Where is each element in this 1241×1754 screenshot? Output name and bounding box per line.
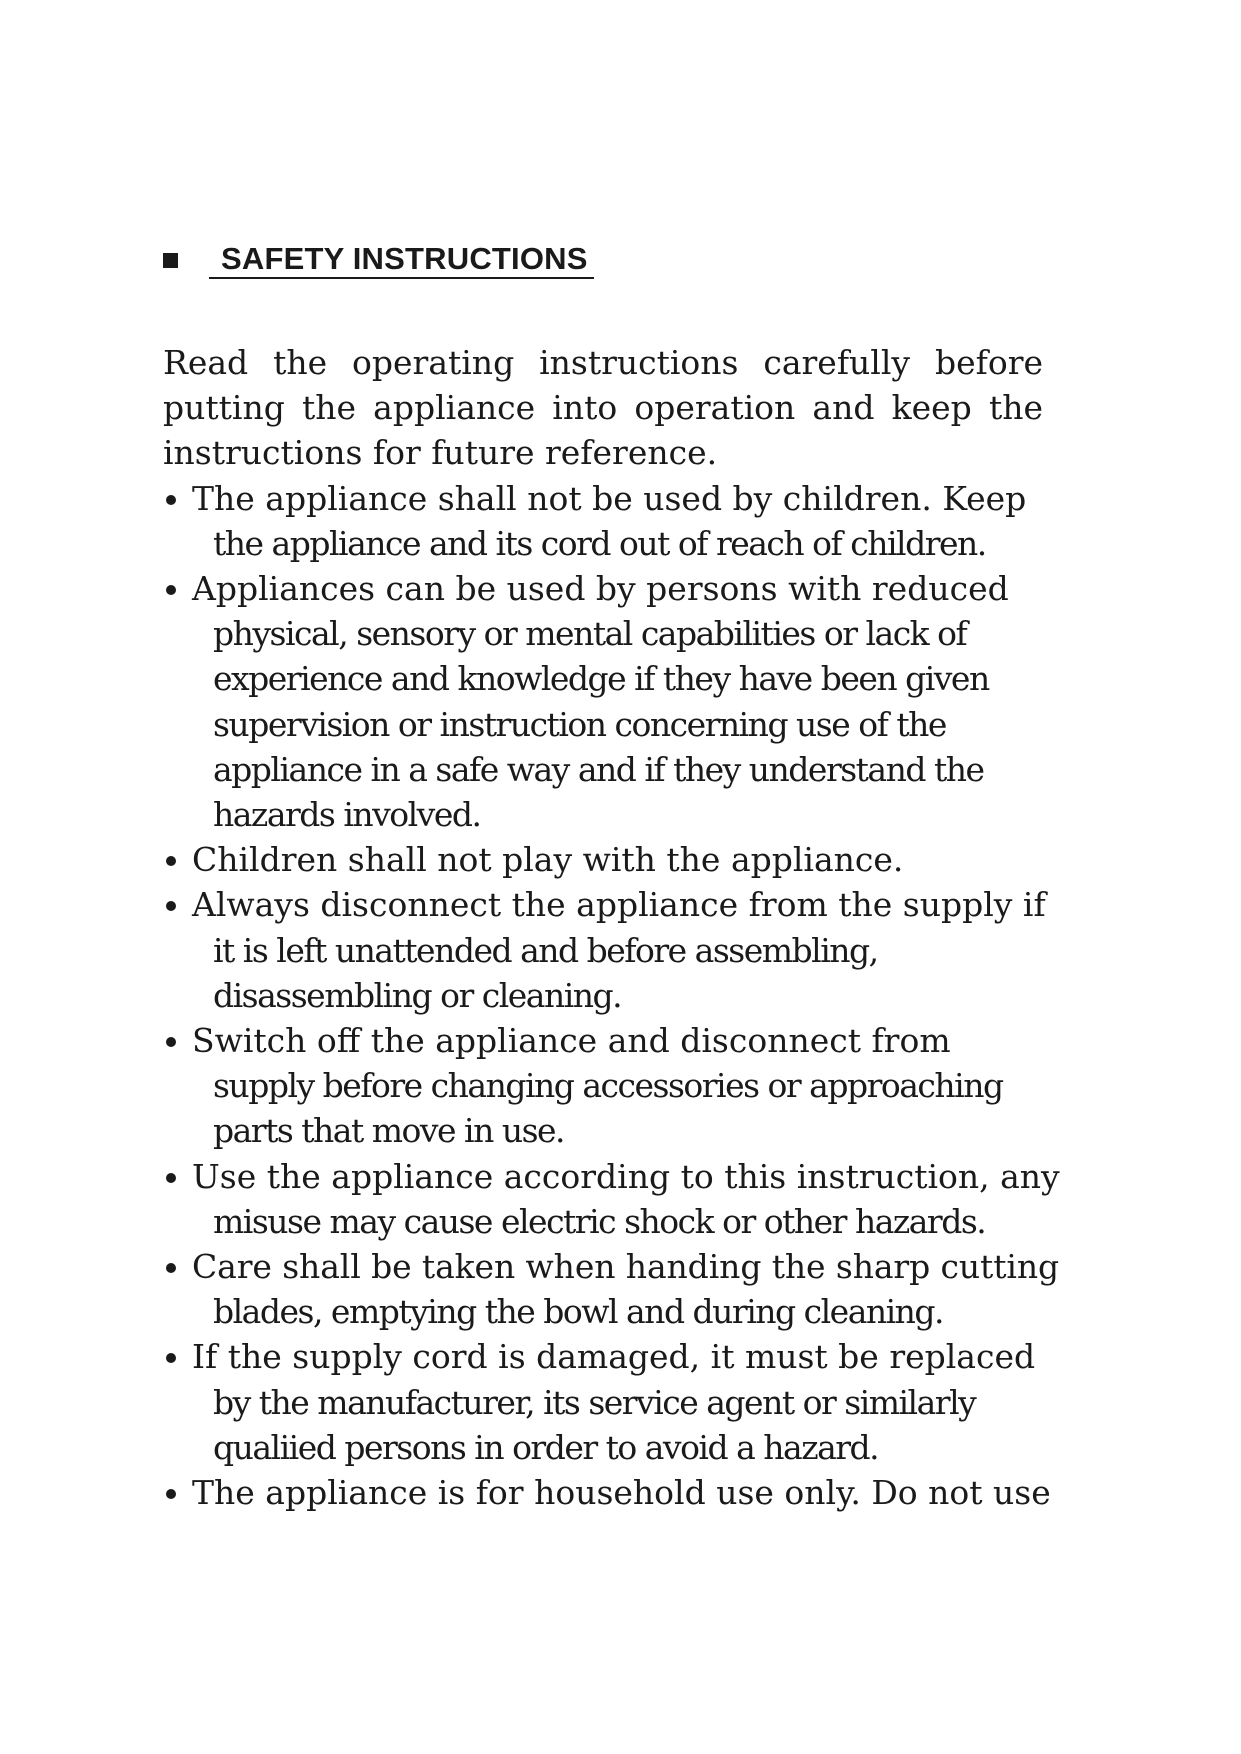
list-item-line: hazards involved.: [213, 795, 481, 835]
list-item-line: disassembling or cleaning.: [213, 975, 622, 1015]
list-item-line: The appliance shall not be used by children. Keep: [192, 478, 1027, 518]
list-item-line: misuse may cause electric shock or other hazards.: [213, 1201, 986, 1241]
list-item: [163, 882, 1063, 1018]
list-item-line: physical, sensory or mental capabilities or lack of: [213, 614, 967, 654]
bullet-dot-icon: [166, 901, 176, 911]
list-item-line: The appliance is for household use only. Do not use: [192, 1473, 1051, 1513]
instructions-body: [163, 340, 1063, 1515]
list-item: [163, 1334, 1063, 1470]
bullet-dot-icon: [166, 495, 176, 505]
list-item-line: parts that move in use.: [213, 1111, 565, 1151]
list-item-line: Appliances can be used by persons with reduced: [192, 569, 1009, 609]
list-item-line: blades, emptying the bowl and during cleaning.: [213, 1292, 944, 1332]
list-item-line: experience and knowledge if they have been given: [213, 659, 989, 699]
list-item-line: Use the appliance according to this instruction, any: [192, 1156, 1060, 1196]
list-item-line: by the manufacturer, its service agent or similarly: [213, 1382, 976, 1422]
list-item: [163, 1154, 1063, 1244]
list-item: [163, 476, 1063, 566]
bullet-dot-icon: [166, 856, 176, 866]
safety-bullet-list: [163, 476, 1063, 1516]
list-item-line: Always disconnect the appliance from the supply if: [192, 885, 1046, 925]
list-item-line: If the supply cord is damaged, it must be replaced: [192, 1337, 1036, 1377]
list-item: [163, 1018, 1063, 1154]
bullet-dot-icon: [166, 585, 176, 595]
section-title: SAFETY INSTRUCTIONS: [209, 242, 594, 279]
bullet-dot-icon: [166, 1173, 176, 1183]
list-item-line: the appliance and its cord out of reach of children.: [213, 523, 986, 563]
list-item-line: Switch off the appliance and disconnect from: [192, 1021, 951, 1061]
list-item-line: it is left unattended and before assembling,: [213, 930, 878, 970]
bullet-dot-icon: [166, 1263, 176, 1273]
list-item: [163, 837, 1063, 882]
list-item-line: qualiied persons in order to avoid a hazard.: [213, 1427, 879, 1467]
list-item-line: supply before changing accessories or approaching: [213, 1066, 1003, 1106]
bullet-dot-icon: [166, 1489, 176, 1499]
list-item-line: supervision or instruction concerning use of the: [213, 704, 946, 744]
list-item: [163, 1470, 1063, 1515]
list-item-line: appliance in a safe way and if they understand the: [213, 749, 984, 789]
square-bullet-icon: [163, 253, 178, 268]
bullet-dot-icon: [166, 1037, 176, 1047]
bullet-dot-icon: [166, 1353, 176, 1363]
list-item-line: Care shall be taken when handing the sharp cutting: [192, 1247, 1060, 1287]
list-item: [163, 566, 1063, 837]
list-item-line: Children shall not play with the appliance.: [192, 840, 904, 880]
section-heading: [163, 238, 594, 282]
list-item: [163, 1244, 1063, 1334]
intro-paragraph: Read the operating instructions carefully before putting the appliance into operation and keep the instructions for future reference.: [163, 343, 1043, 473]
